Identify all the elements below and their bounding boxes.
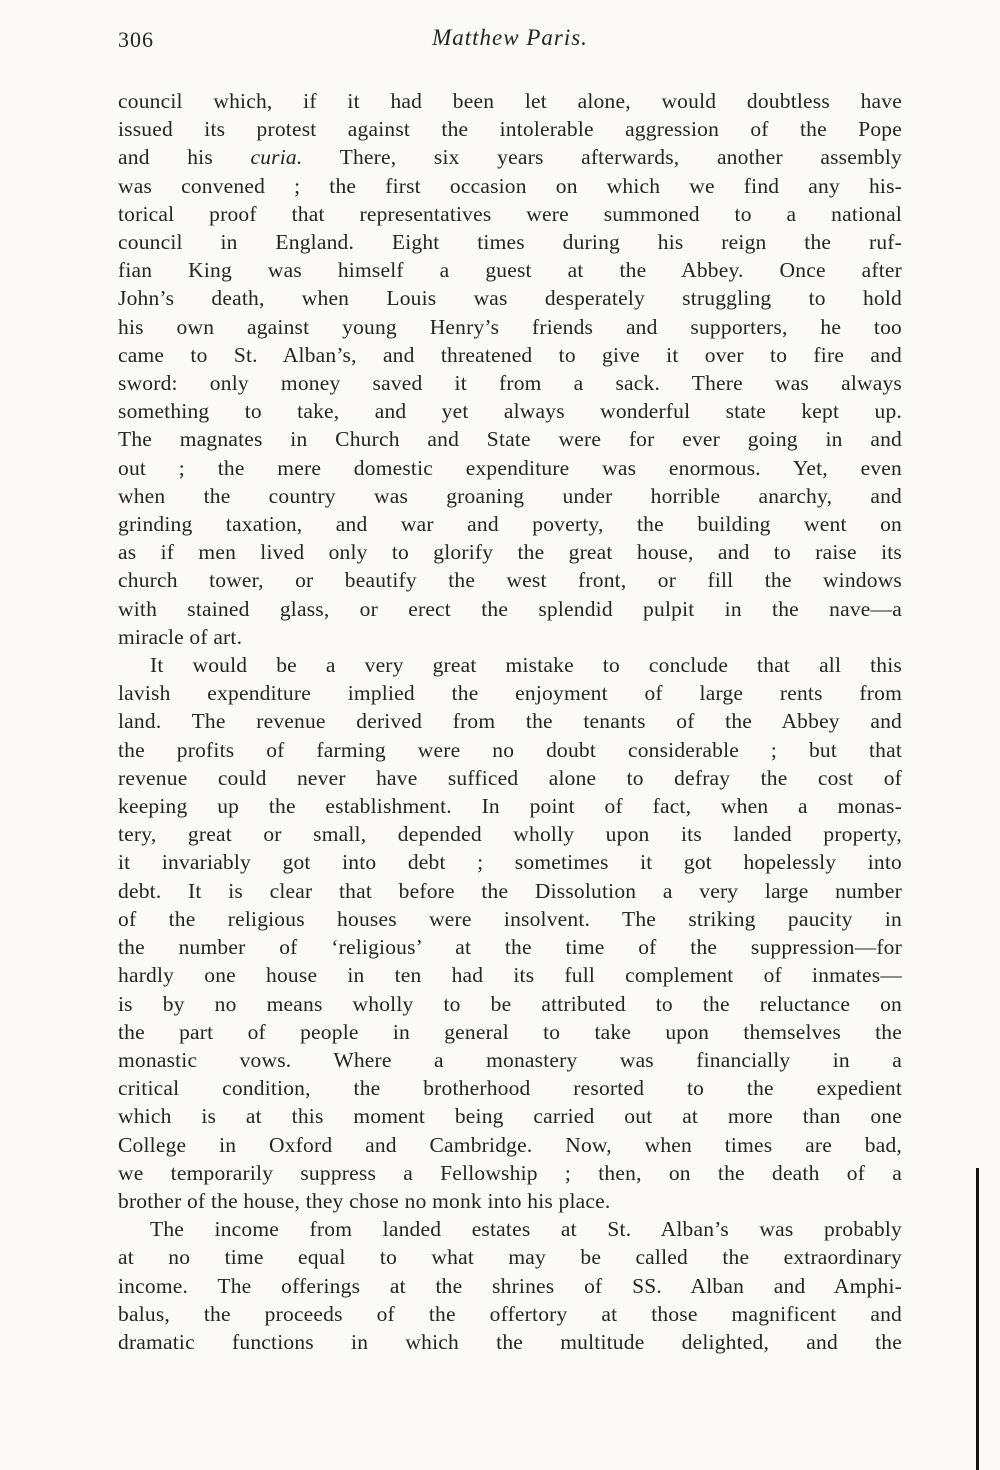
page-body xyxy=(118,87,902,1356)
scan-artifact-line xyxy=(976,1168,979,1470)
text-line: the number of ‘religious’ at the time of the suppression—for xyxy=(118,935,902,960)
text-line: debt. It is clear that before the Dissolution a very large number xyxy=(118,878,902,903)
text-line: it invariably got into debt ; sometimes it got hopelessly into xyxy=(118,850,902,875)
text-line: is by no means wholly to be attributed to the reluctance on xyxy=(118,991,902,1016)
text-line: The income from landed estates at St. Alban’s was probably xyxy=(150,1217,902,1242)
text-line: the part of people in general to take upon themselves the xyxy=(118,1019,902,1044)
text-line: John’s death, when Louis was desperately struggling to hold xyxy=(118,286,902,311)
italic-text: curia. xyxy=(250,145,303,170)
text-line: balus, the proceeds of the offertory at those magnificent and xyxy=(118,1301,902,1326)
text-line: of the religious houses were insolvent. The striking paucity in xyxy=(118,906,902,931)
text-block xyxy=(118,22,902,1356)
text-line: revenue could never have sufficed alone to defray the cost of xyxy=(118,765,902,790)
text-line: the profits of farming were no doubt considerable ; but that xyxy=(118,737,902,762)
page-header xyxy=(118,22,902,60)
running-title: Matthew Paris. xyxy=(432,25,588,50)
text-line: with stained glass, or erect the splendid pulpit in the nave—a xyxy=(118,596,902,621)
text-line: miracle of art. xyxy=(118,624,243,649)
text-line: issued its protest against the intolerable aggression of the Pope xyxy=(118,117,902,142)
text-line: as if men lived only to glorify the great house, and to raise its xyxy=(118,540,902,565)
text-line: College in Oxford and Cambridge. Now, when times are bad, xyxy=(118,1132,902,1157)
text-line: It would be a very great mistake to conclude that all this xyxy=(150,653,902,678)
text-line: out ; the mere domestic expenditure was enormous. Yet, even xyxy=(118,455,902,480)
text-line: which is at this moment being carried out at more than one xyxy=(118,1104,902,1129)
text-line: council in England. Eight times during his reign the ruf- xyxy=(118,230,902,255)
text-line: at no time equal to what may be called the extraordinary xyxy=(118,1245,902,1270)
text-line: keeping up the establishment. In point of fact, when a monas- xyxy=(118,794,902,819)
text-line: came to St. Alban’s, and threatened to give it over to fire and xyxy=(118,342,902,367)
text-line: church tower, or beautify the west front, or fill the windows xyxy=(118,568,902,593)
text-line xyxy=(118,143,902,171)
text-line: his own against young Henry’s friends and supporters, he too xyxy=(118,314,902,339)
text-line: we temporarily suppress a Fellowship ; then, on the death of a xyxy=(118,1160,902,1185)
text-line: tery, great or small, depended wholly upon its landed property, xyxy=(118,822,902,847)
text-line: brother of the house, they chose no monk into his place. xyxy=(118,1188,611,1213)
text-line: dramatic functions in which the multitude delighted, and the xyxy=(118,1329,902,1354)
text-line: income. The offerings at the shrines of SS. Alban and Amphi- xyxy=(118,1273,902,1298)
text-segment: and his xyxy=(118,145,251,170)
text-line: critical condition, the brotherhood resorted to the expedient xyxy=(118,1076,902,1101)
text-line: monastic vows. Where a monastery was financially in a xyxy=(118,1047,902,1072)
text-line: sword: only money saved it from a sack. There was always xyxy=(118,371,902,396)
text-line: The magnates in Church and State were for ever going in and xyxy=(118,427,902,452)
text-line: when the country was groaning under horrible anarchy, and xyxy=(118,483,902,508)
text-line: land. The revenue derived from the tenants of the Abbey and xyxy=(118,709,902,734)
text-line: was convened ; the first occasion on which we find any his- xyxy=(118,173,902,198)
page-number: 306 xyxy=(118,27,154,52)
text-line: fian King was himself a guest at the Abbey. Once after xyxy=(118,258,902,283)
text-line: council which, if it had been let alone, would doubtless have xyxy=(118,89,902,113)
text-line: lavish expenditure implied the enjoyment of large rents from xyxy=(118,681,902,706)
text-line: grinding taxation, and war and poverty, the building went on xyxy=(118,512,902,537)
text-line: hardly one house in ten had its full complement of inmates— xyxy=(118,963,902,988)
text-line: torical proof that representatives were summoned to a national xyxy=(118,201,902,226)
text-segment: There, six years afterwards, another assembly xyxy=(302,145,902,170)
text-line: something to take, and yet always wonderful state kept up. xyxy=(118,399,902,424)
